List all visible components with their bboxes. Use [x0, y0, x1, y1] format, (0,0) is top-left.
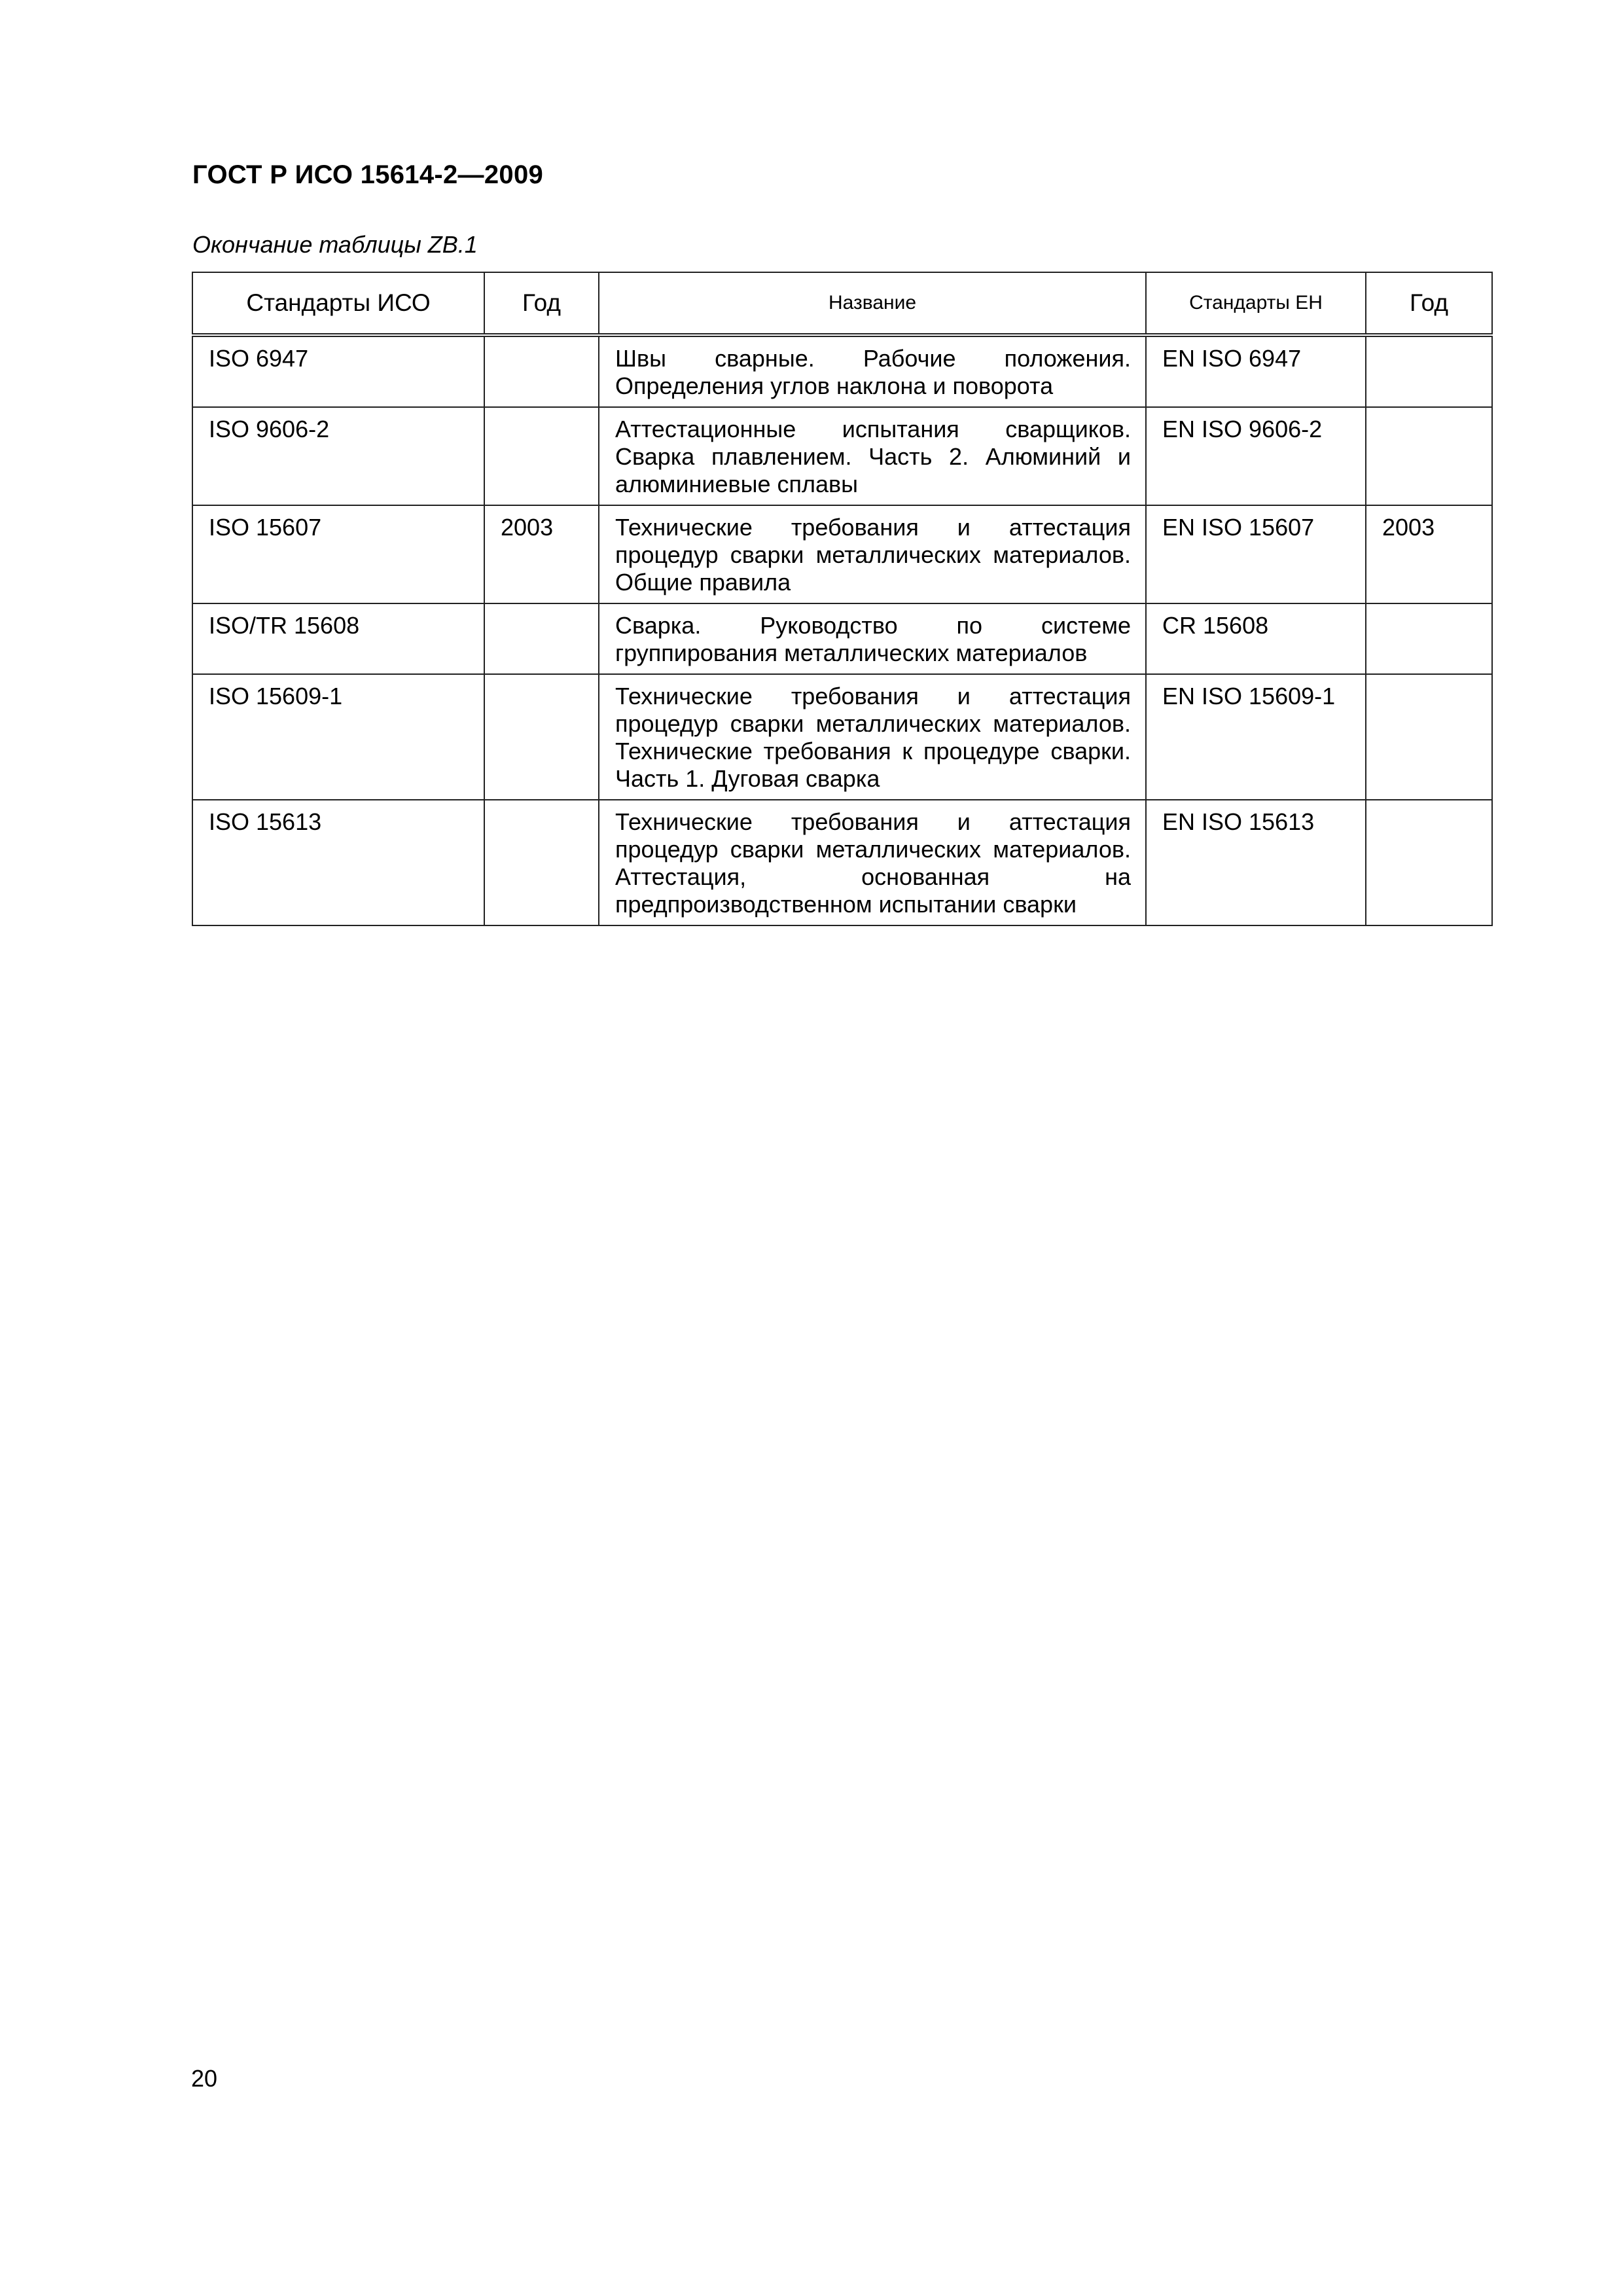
cell-en-year: 2003 — [1366, 505, 1492, 603]
cell-year — [484, 335, 599, 407]
table-row — [192, 800, 1492, 925]
cell-en: EN ISO 15609-1 — [1146, 674, 1366, 800]
page-number: 20 — [191, 2065, 218, 2092]
column-header-iso: Стандарты ИСО — [192, 272, 484, 335]
table-header — [192, 272, 1492, 335]
cell-iso: ISO 15613 — [192, 800, 484, 925]
table-row — [192, 603, 1492, 674]
table-row — [192, 335, 1492, 407]
cell-en: EN ISO 6947 — [1146, 335, 1366, 407]
standards-table — [192, 272, 1493, 926]
document-code: ГОСТ Р ИСО 15614-2—2009 — [192, 160, 544, 189]
cell-year — [484, 407, 599, 505]
cell-iso: ISO 15609-1 — [192, 674, 484, 800]
cell-en: EN ISO 15607 — [1146, 505, 1366, 603]
table-row — [192, 674, 1492, 800]
cell-en-year — [1366, 335, 1492, 407]
cell-year — [484, 603, 599, 674]
table-caption: Окончание таблицы ZB.1 — [192, 231, 478, 258]
cell-en-year — [1366, 603, 1492, 674]
cell-title: Технические требования и аттестация процедур сварки металлических материалов. Аттестация, основанная на предпроизводственном испытании сварки — [599, 800, 1146, 925]
cell-title: Швы сварные. Рабочие положения. Определения углов наклона и поворота — [599, 335, 1146, 407]
column-header-en: Стандарты ЕН — [1146, 272, 1366, 335]
header-row — [192, 272, 1492, 335]
cell-en: CR 15608 — [1146, 603, 1366, 674]
table-row — [192, 407, 1492, 505]
cell-title: Технические требования и аттестация процедур сварки металлических материалов. Общие правила — [599, 505, 1146, 603]
cell-year — [484, 800, 599, 925]
cell-en-year — [1366, 674, 1492, 800]
cell-year: 2003 — [484, 505, 599, 603]
table-body — [192, 335, 1492, 925]
column-header-year: Год — [484, 272, 599, 335]
cell-iso: ISO 6947 — [192, 335, 484, 407]
cell-title: Аттестационные испытания сварщиков. Сварка плавлением. Часть 2. Алюминий и алюминиевые сплавы — [599, 407, 1146, 505]
cell-title: Технические требования и аттестация процедур сварки металлических материалов. Технические требования к процедуре сварки. Часть 1. Дуговая сварка — [599, 674, 1146, 800]
cell-iso: ISO 15607 — [192, 505, 484, 603]
cell-year — [484, 674, 599, 800]
table-row — [192, 505, 1492, 603]
cell-iso: ISO 9606-2 — [192, 407, 484, 505]
cell-en: EN ISO 9606-2 — [1146, 407, 1366, 505]
cell-title: Сварка. Руководство по системе группирования металлических материалов — [599, 603, 1146, 674]
column-header-en-year: Год — [1366, 272, 1492, 335]
column-header-title: Название — [599, 272, 1146, 335]
cell-en-year — [1366, 407, 1492, 505]
cell-en-year — [1366, 800, 1492, 925]
cell-iso: ISO/TR 15608 — [192, 603, 484, 674]
cell-en: EN ISO 15613 — [1146, 800, 1366, 925]
